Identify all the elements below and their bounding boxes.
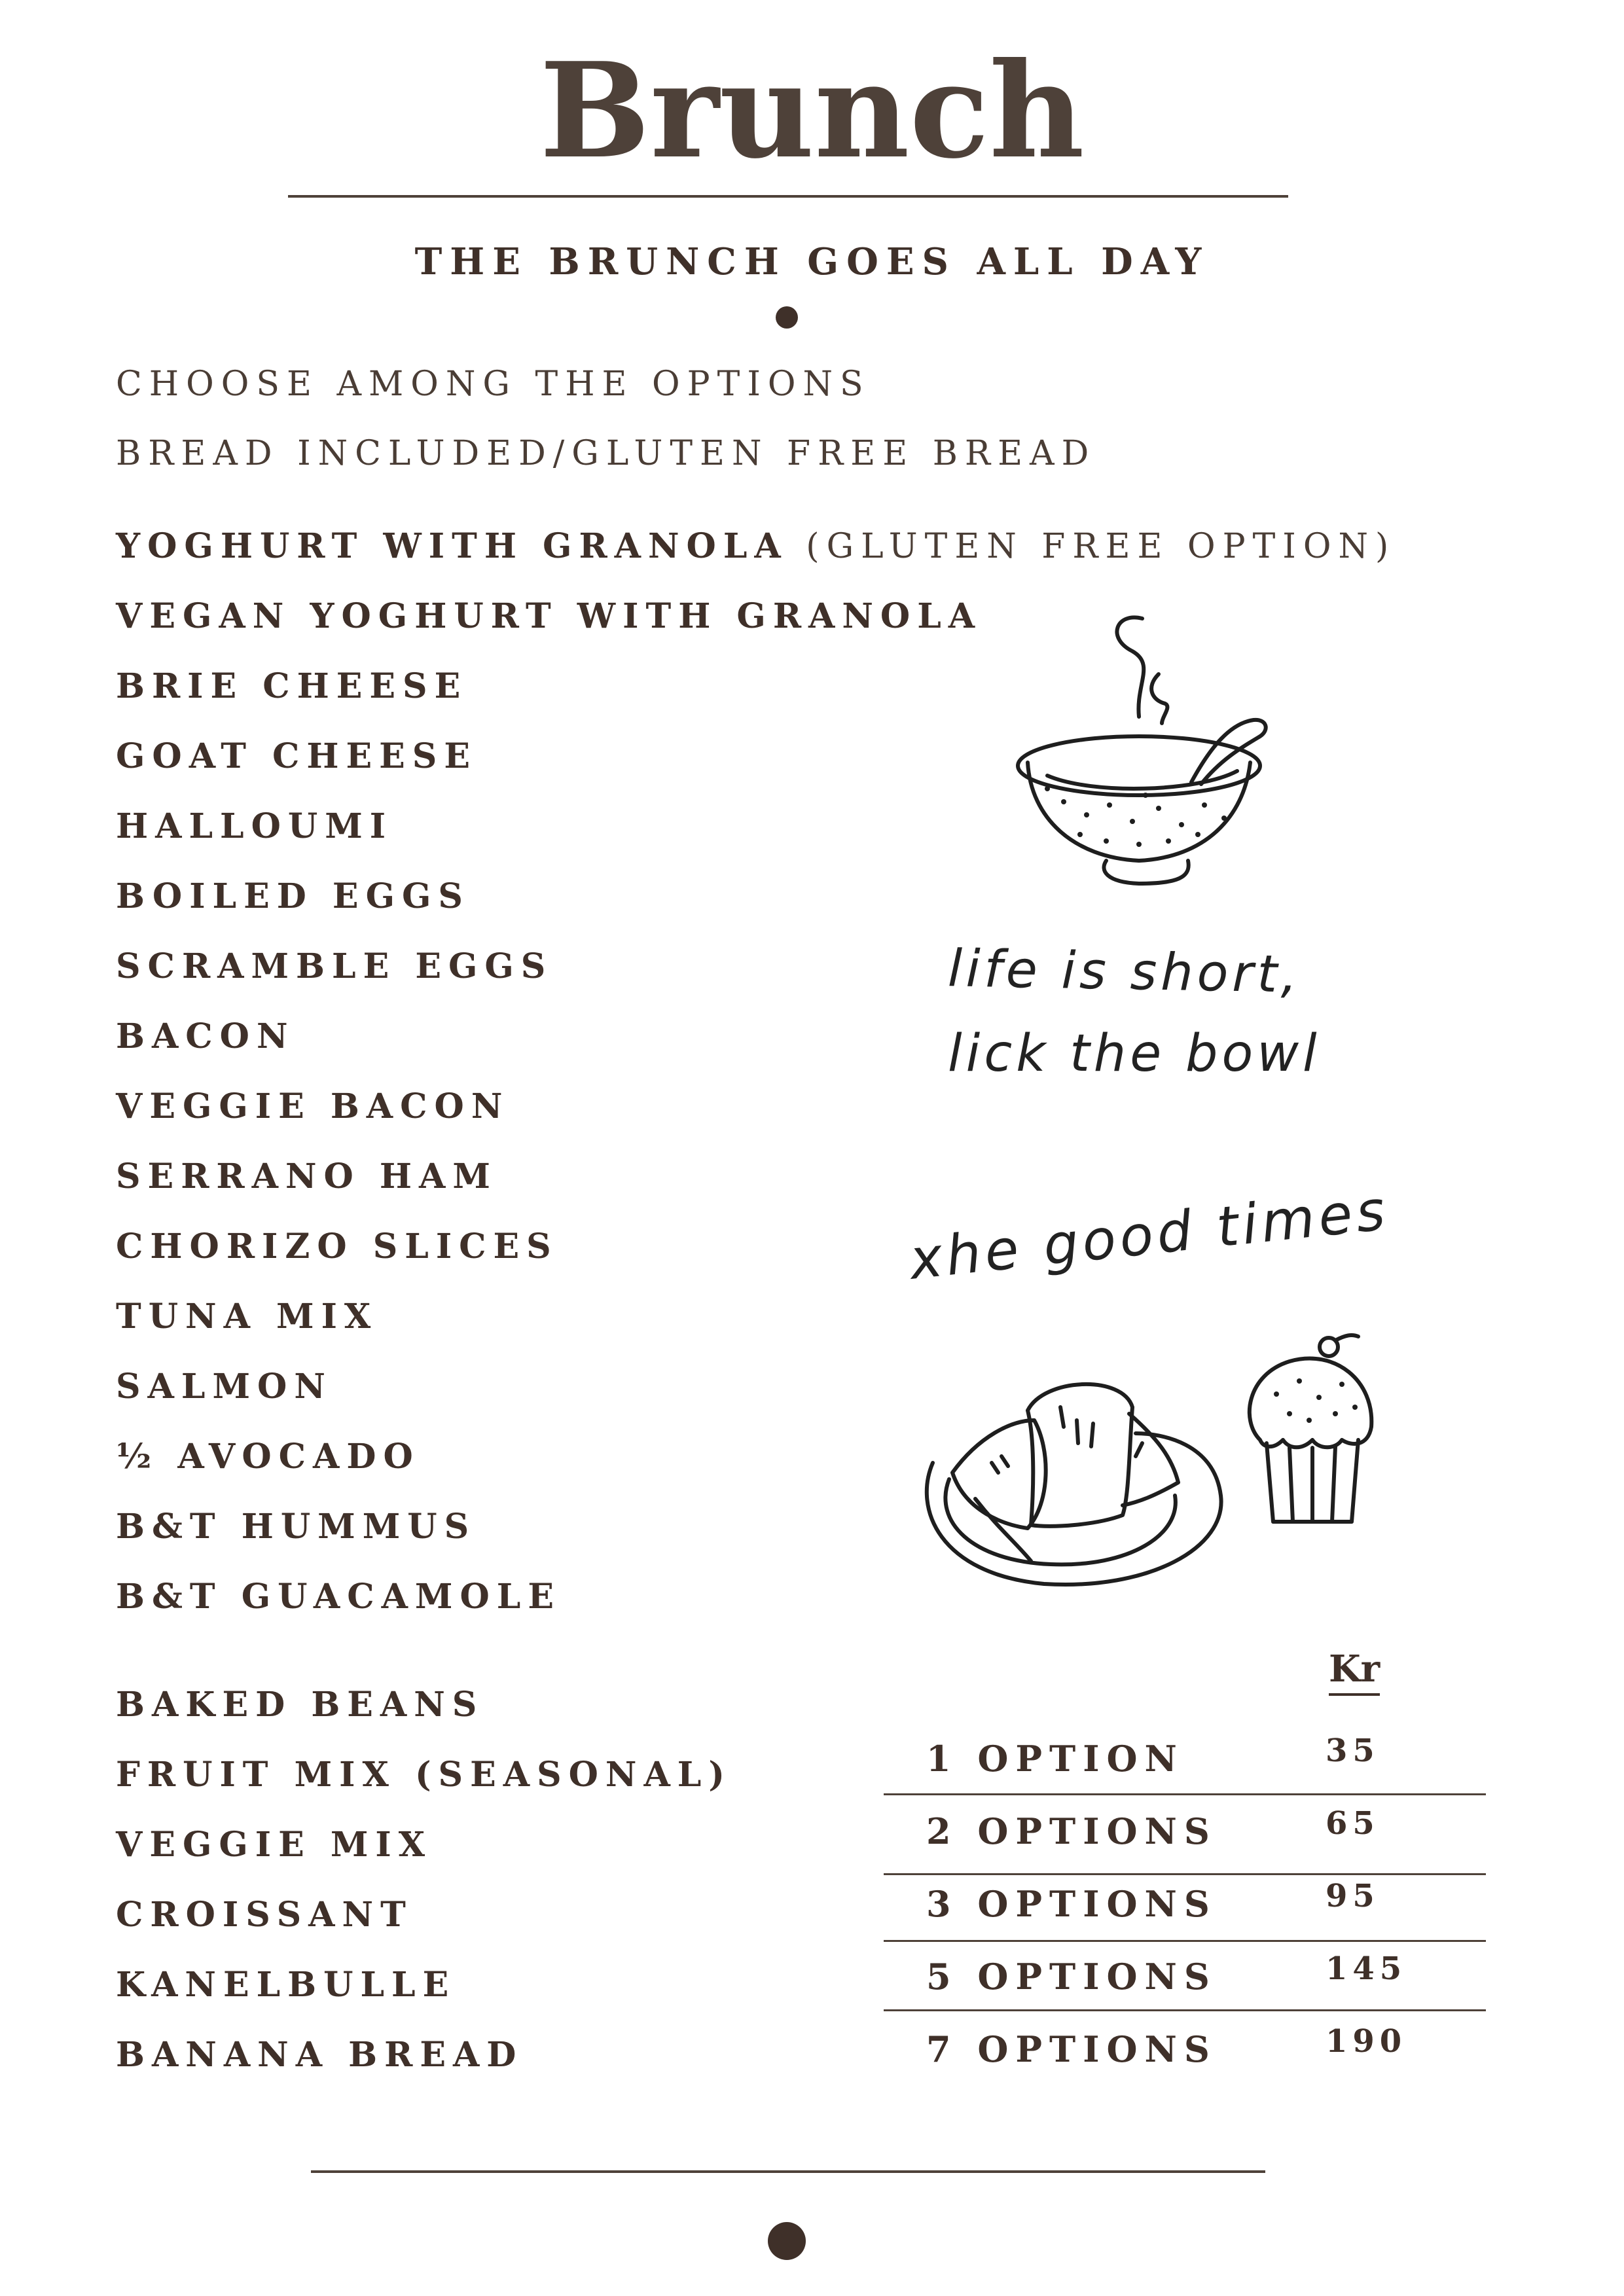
page-subtitle: THE BRUNCH GOES ALL DAY xyxy=(414,240,1210,283)
menu-item: BANANA BREAD xyxy=(116,2035,524,2075)
price-option-label: 5 OPTIONS xyxy=(926,1956,1217,1998)
cupcake-sketch-icon xyxy=(1237,1322,1388,1538)
title-divider xyxy=(288,195,1288,198)
menu-item: VEGAN YOGHURT WITH GRANOLA xyxy=(116,596,983,636)
intro-line: CHOOSE AMONG THE OPTIONS xyxy=(116,365,871,404)
bowl-sketch-icon xyxy=(1001,609,1290,903)
menu-item: FRUIT MIX (SEASONAL) xyxy=(116,1755,732,1795)
page-title: Brunch xyxy=(539,34,1085,188)
menu-item: B&T HUMMUS xyxy=(116,1507,477,1547)
price-value: 145 xyxy=(1326,1950,1407,1987)
handwritten-quote-line: life is short, xyxy=(947,939,1302,1005)
menu-item: HALLOUMI xyxy=(116,806,393,846)
price-value: 35 xyxy=(1326,1732,1380,1769)
menu-item: VEGGIE BACON xyxy=(116,1086,510,1126)
price-row-divider xyxy=(884,2009,1486,2011)
menu-item: BOILED EGGS xyxy=(116,876,470,916)
price-row-divider xyxy=(884,1793,1486,1795)
menu-item: BACON xyxy=(116,1016,295,1056)
price-value: 95 xyxy=(1326,1878,1380,1914)
handwritten-quote-line: lick the bowl xyxy=(948,1024,1321,1083)
menu-item: BAKED BEANS xyxy=(116,1685,484,1725)
subtitle-dot xyxy=(776,306,798,329)
menu-item: GOAT CHEESE xyxy=(116,736,477,776)
menu-item: TUNA MIX xyxy=(116,1297,378,1336)
menu-item: CHORIZO SLICES xyxy=(116,1227,558,1266)
price-row-divider xyxy=(884,1873,1486,1875)
menu-item: SCRAMBLE EGGS xyxy=(116,946,553,986)
menu-item: ½ AVOCADO xyxy=(116,1437,420,1477)
menu-item: KANELBULLE xyxy=(116,1965,456,2005)
menu-item: CROISSANT xyxy=(116,1895,413,1935)
menu-item: SALMON xyxy=(116,1367,333,1407)
menu-item xyxy=(116,524,1396,569)
price-currency-header: Kr xyxy=(1329,1646,1380,1696)
intro-line: BREAD INCLUDED/GLUTEN FREE BREAD xyxy=(116,434,1096,473)
price-row-divider xyxy=(884,1940,1486,1942)
menu-item: B&T GUACAMOLE xyxy=(116,1577,561,1617)
price-value: 65 xyxy=(1326,1805,1380,1842)
handwritten-good-times: xhe good times xyxy=(906,1177,1392,1292)
menu-item-label: YOGHURT WITH GRANOLA xyxy=(116,526,788,566)
price-option-label: 3 OPTIONS xyxy=(926,1883,1217,1925)
menu-item-note: (GLUTEN FREE OPTION) xyxy=(787,527,1396,566)
price-value: 190 xyxy=(1326,2023,1407,2060)
menu-item: BRIE CHEESE xyxy=(116,666,468,706)
menu-item: VEGGIE MIX xyxy=(116,1825,433,1865)
croissant-sketch-icon xyxy=(913,1365,1227,1594)
price-option-label: 2 OPTIONS xyxy=(926,1810,1217,1852)
footer-divider xyxy=(311,2170,1265,2173)
footer-dot xyxy=(768,2222,806,2260)
price-option-label: 1 OPTION xyxy=(926,1738,1184,1780)
price-option-label: 7 OPTIONS xyxy=(926,2028,1217,2070)
menu-item: SERRANO HAM xyxy=(116,1157,497,1196)
